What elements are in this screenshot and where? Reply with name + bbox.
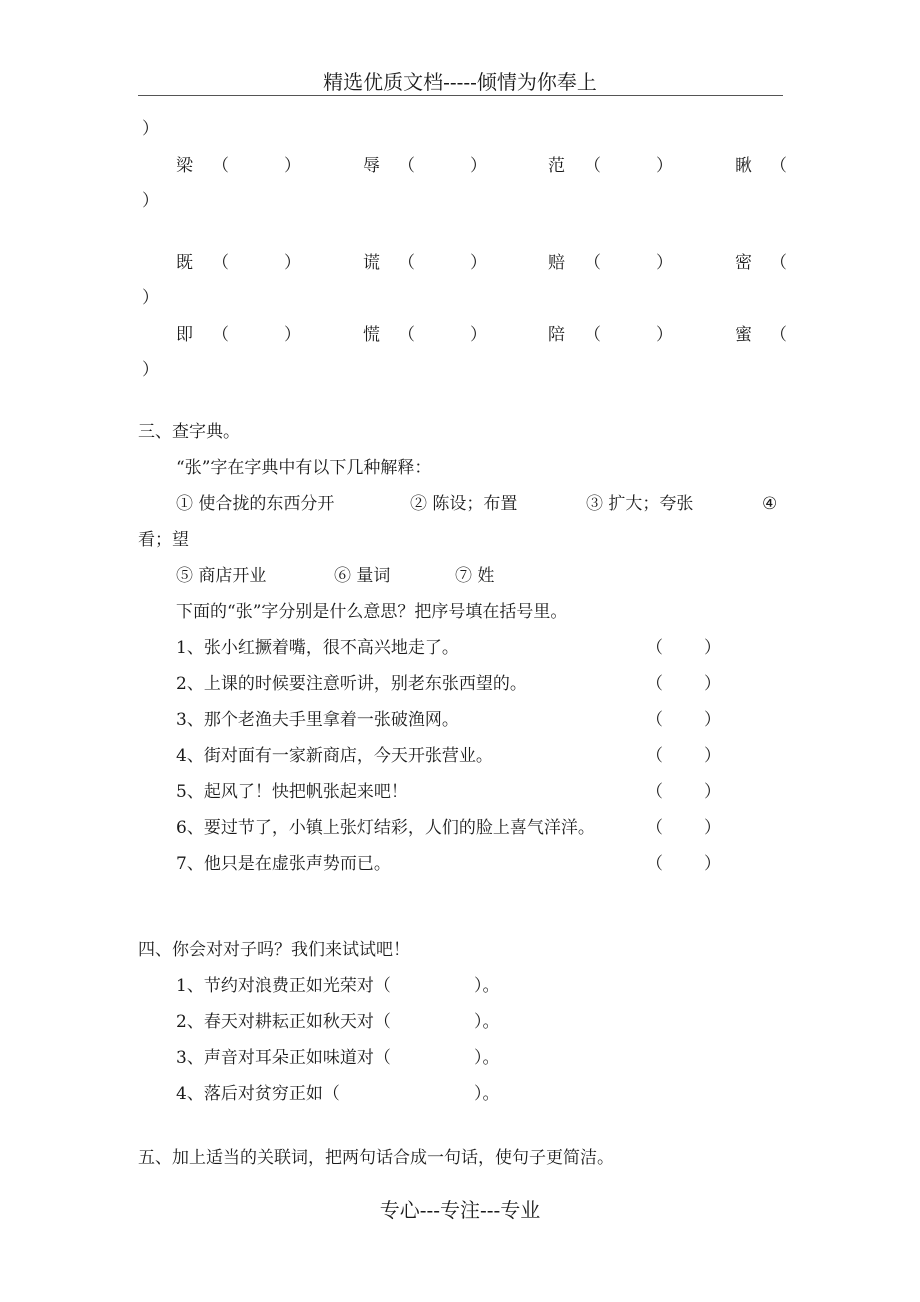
answer-open-paren[interactable]: （ [212, 253, 229, 273]
wrapped-close-paren: ） [142, 288, 159, 308]
page-header-title: 精选优质文档-----倾情为你奉上 [323, 70, 597, 94]
answer-open-paren[interactable]: （ [212, 325, 229, 345]
meaning-3: ③ 扩大；夸张 [586, 494, 694, 514]
answer-open-paren[interactable]: （ [770, 253, 787, 273]
answer-close-paren[interactable]: ） [470, 156, 487, 176]
answer-open-paren[interactable]: （ [584, 325, 601, 345]
section3-heading: 三、查字典。 [138, 422, 240, 442]
char-2-2: 谎 [363, 253, 380, 273]
answer-close-paren[interactable]: ） [470, 325, 487, 345]
answer-close-paren[interactable]: ） [704, 638, 721, 658]
couplet-item-3: 3、声音对耳朵正如味道对（ [176, 1048, 391, 1068]
meaning-4-number: ④ [762, 494, 778, 514]
char-1-3: 范 [548, 156, 565, 176]
meaning-5: ⑤ 商店开业 [176, 566, 267, 586]
answer-open-paren[interactable]: （ [646, 818, 663, 838]
answer-open-paren[interactable]: （ [584, 156, 601, 176]
couplet-item-4: 4、落后对贫穷正如（ [176, 1084, 340, 1104]
char-1-4: 瞅 [735, 156, 752, 176]
wrapped-close-paren: ） [142, 119, 159, 139]
section3-item-1: 1、张小红撅着嘴，很不高兴地走了。 [176, 638, 459, 658]
answer-open-paren[interactable]: （ [398, 253, 415, 273]
section3-item-4: 4、街对面有一家新商店，今天开张营业。 [176, 746, 493, 766]
couplet-item-1: 1、节约对浪费正如光荣对（ [176, 976, 391, 996]
page-footer: 专心---专注---专业 [379, 1198, 541, 1222]
wrapped-close-paren: ） [142, 360, 159, 380]
answer-open-paren[interactable]: （ [646, 854, 663, 874]
answer-open-paren[interactable]: （ [646, 674, 663, 694]
answer-open-paren[interactable]: （ [398, 325, 415, 345]
answer-close-paren[interactable]: ） [284, 325, 301, 345]
answer-close-paren[interactable]: ） [470, 253, 487, 273]
answer-close-paren[interactable]: ） [704, 782, 721, 802]
char-1-2: 辱 [363, 156, 380, 176]
char-3-2: 慌 [363, 325, 380, 345]
couplet-item-2: 2、春天对耕耘正如秋天对（ [176, 1012, 391, 1032]
couplet-item-3-end[interactable]: ）。 [474, 1048, 500, 1068]
meaning-7: ⑦ 姓 [455, 566, 495, 586]
section3-intro: “张”字在字典中有以下几种解释： [176, 458, 432, 478]
answer-open-paren[interactable]: （ [646, 638, 663, 658]
couplet-item-1-end[interactable]: ）。 [474, 976, 500, 996]
char-2-1: 既 [176, 253, 193, 273]
char-2-4: 密 [735, 253, 752, 273]
meaning-2: ② 陈设；布置 [410, 494, 518, 514]
answer-close-paren[interactable]: ） [656, 325, 673, 345]
answer-open-paren[interactable]: （ [584, 253, 601, 273]
answer-open-paren[interactable]: （ [646, 746, 663, 766]
header-divider [138, 95, 783, 96]
answer-open-paren[interactable]: （ [646, 782, 663, 802]
answer-close-paren[interactable]: ） [704, 818, 721, 838]
answer-close-paren[interactable]: ） [656, 156, 673, 176]
char-3-4: 蜜 [735, 325, 752, 345]
section3-question: 下面的“张”字分别是什么意思？把序号填在括号里。 [176, 602, 568, 622]
char-3-3: 陪 [548, 325, 565, 345]
answer-close-paren[interactable]: ） [704, 710, 721, 730]
answer-close-paren[interactable]: ） [704, 674, 721, 694]
meaning-1: ① 使合拢的东西分开 [176, 494, 335, 514]
answer-close-paren[interactable]: ） [704, 854, 721, 874]
section3-item-6: 6、要过节了，小镇上张灯结彩，人们的脸上喜气洋洋。 [176, 818, 595, 838]
answer-open-paren[interactable]: （ [646, 710, 663, 730]
answer-open-paren[interactable]: （ [212, 156, 229, 176]
answer-open-paren[interactable]: （ [770, 156, 787, 176]
answer-close-paren[interactable]: ） [284, 253, 301, 273]
answer-open-paren[interactable]: （ [770, 325, 787, 345]
couplet-item-2-end[interactable]: ）。 [474, 1012, 500, 1032]
answer-open-paren[interactable]: （ [398, 156, 415, 176]
wrapped-close-paren: ） [142, 191, 159, 211]
meaning-6: ⑥ 量词 [334, 566, 391, 586]
answer-close-paren[interactable]: ） [656, 253, 673, 273]
meaning-4-text: 看；望 [138, 530, 189, 550]
section4-heading: 四、你会对对子吗？我们来试试吧！ [138, 940, 410, 960]
answer-close-paren[interactable]: ） [284, 156, 301, 176]
section3-item-5: 5、起风了！快把帆张起来吧！ [176, 782, 408, 802]
section3-item-7: 7、他只是在虚张声势而已。 [176, 854, 391, 874]
section3-item-3: 3、那个老渔夫手里拿着一张破渔网。 [176, 710, 459, 730]
answer-close-paren[interactable]: ） [704, 746, 721, 766]
section3-item-2: 2、上课的时候要注意听讲，别老东张西望的。 [176, 674, 527, 694]
char-2-3: 赔 [548, 253, 565, 273]
char-1-1: 梁 [176, 156, 193, 176]
char-3-1: 即 [176, 325, 193, 345]
couplet-item-4-end[interactable]: ）。 [474, 1084, 500, 1104]
section5-heading: 五、加上适当的关联词，把两句话合成一句话，使句子更简洁。 [138, 1148, 614, 1168]
